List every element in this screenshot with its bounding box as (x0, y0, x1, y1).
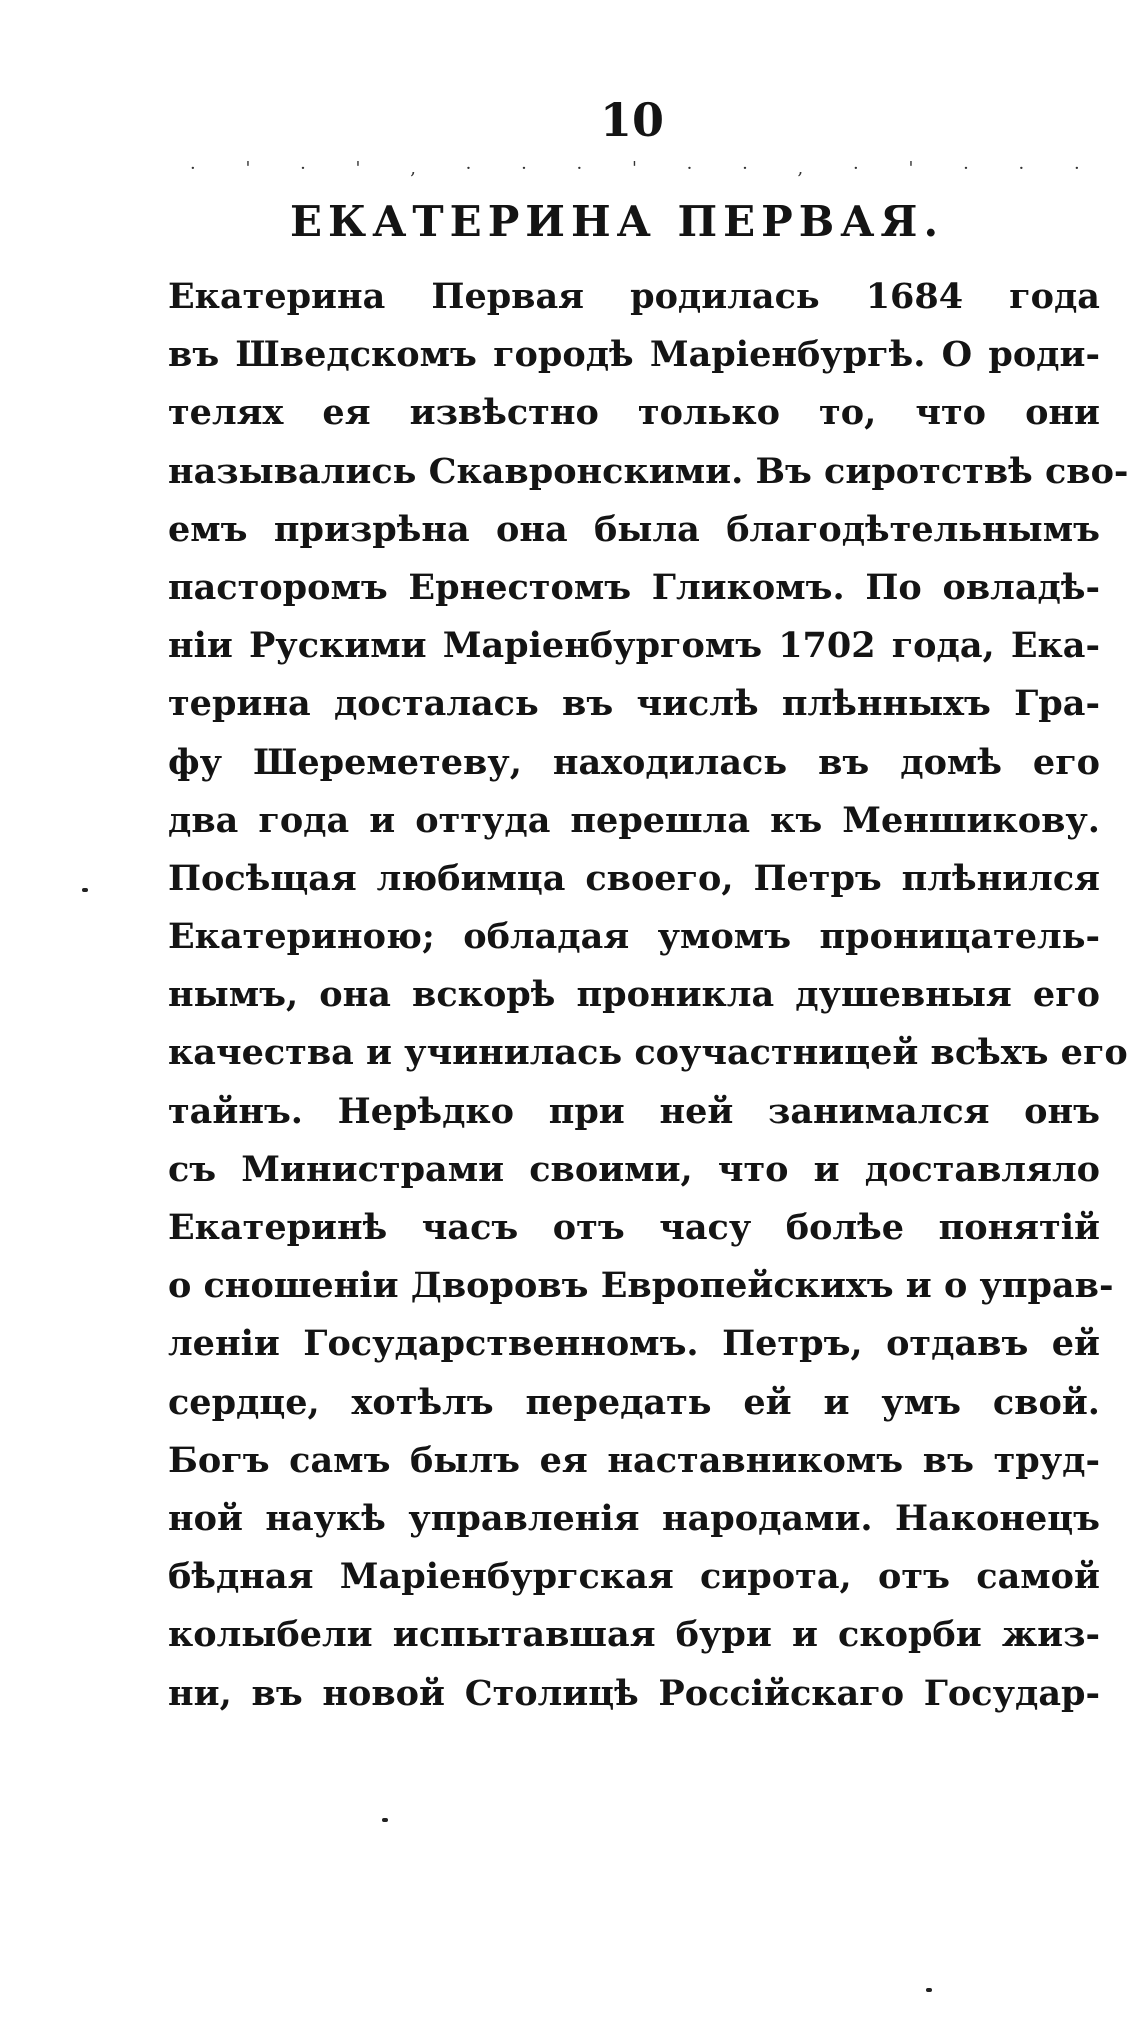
ink-speck (82, 888, 88, 892)
text-line: назывались Скавронскими. Въ сиротствѣ сво- (168, 450, 1129, 492)
text-line: качества и учинилась соучастницей всѣхъ его (168, 1032, 1128, 1074)
text-line: леніи Государственномъ. Петръ, отдавъ ей (168, 1323, 1100, 1365)
text-line: емъ призрѣна она была благодѣтельнымъ (168, 508, 1100, 550)
text-line: Богъ самъ былъ ея наставникомъ въ труд- (168, 1439, 1100, 1481)
text-line: два года и оттуда перешла къ Меншикову. (168, 799, 1100, 841)
page-number: 10 (600, 93, 665, 147)
body-text (168, 268, 1129, 1723)
ink-speck (926, 1988, 932, 1992)
text-line: пасторомъ Ернестомъ Гликомъ. По овладѣ- (168, 566, 1100, 608)
text-line: Екатеринѣ часъ отъ часу болѣе понятій (168, 1207, 1100, 1248)
text-line: ніи Рускими Маріенбургомъ 1702 года, Ека- (168, 625, 1100, 667)
text-line: терина досталась въ числѣ плѣнныхъ Гра- (168, 683, 1100, 725)
text-line: бѣдная Маріенбургская сирота, отъ самой (168, 1556, 1100, 1598)
text-line: фу Шереметеву, находилась въ домѣ его (168, 741, 1100, 783)
text-line: съ Министрами своими, что и доставляло (168, 1148, 1100, 1190)
chapter-heading: ЕКАТЕРИНА ПЕРВАЯ. (290, 197, 945, 246)
text-line: Екатериною; обладая умомъ проницатель- (168, 916, 1100, 958)
text-line: ной наукѣ управленія народами. Наконецъ (168, 1497, 1100, 1539)
text-line: Екатерина Первая родилась 1684 года (168, 276, 1100, 317)
text-line: тайнъ. Нерѣдко при ней занимался онъ (168, 1090, 1100, 1132)
text-line: колыбели испытавшая бури и скорби жиз- (168, 1614, 1100, 1656)
text-line: сердце, хотѣлъ передать ей и умъ свой. (168, 1381, 1100, 1423)
text-line: телях ея извѣстно только то, что они (168, 392, 1100, 434)
text-line: въ Шведскомъ городѣ Маріенбургѣ. О роди- (168, 334, 1100, 376)
text-line: о сношеніи Дворовъ Европейскихъ и о управ- (168, 1265, 1114, 1307)
text-line: Посѣщая любимца своего, Петръ плѣнился (168, 857, 1100, 899)
header-ornament: · ' · ' , · · · ' · · , · ' · · · (190, 158, 1102, 179)
text-line: ни, въ новой Столицѣ Россійскаго Государ- (168, 1672, 1100, 1714)
text-line: нымъ, она вскорѣ проникла душевныя его (168, 974, 1100, 1016)
ink-speck (382, 1818, 388, 1822)
